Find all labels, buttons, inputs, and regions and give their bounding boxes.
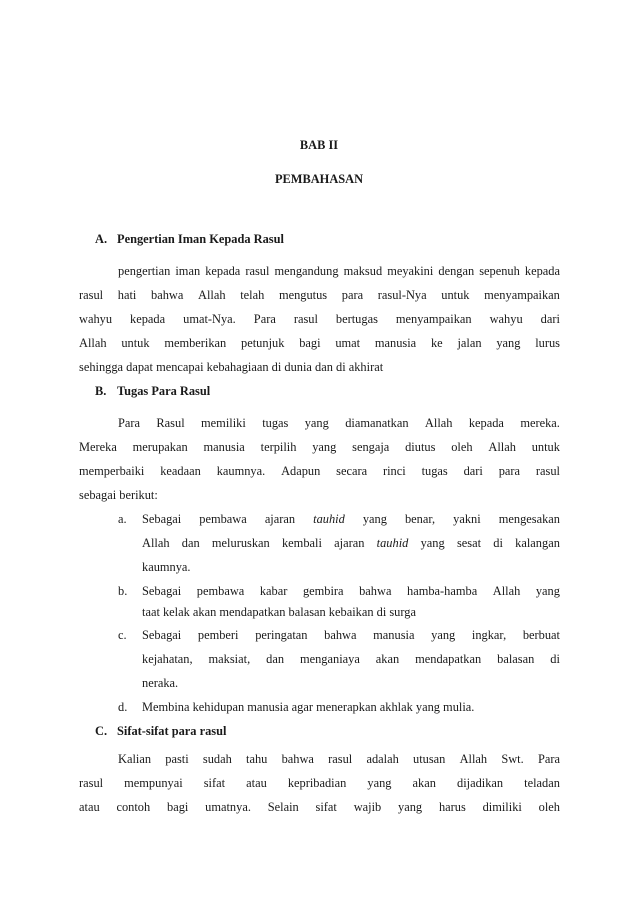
- word: wahyu: [489, 312, 523, 326]
- word: oleh: [451, 440, 473, 454]
- word: kejahatan,: [142, 652, 193, 666]
- word: yang: [398, 800, 423, 814]
- word: umatnya.: [205, 800, 251, 814]
- word: rinci: [382, 464, 406, 478]
- word: rasul: [79, 776, 104, 790]
- word: akan: [375, 652, 400, 666]
- word: Rasul: [156, 416, 185, 430]
- word: utusan: [413, 752, 446, 766]
- word: mempunyai: [124, 776, 183, 790]
- word: sesat: [456, 536, 482, 550]
- word: terpilih: [260, 440, 297, 454]
- word: menganiaya: [299, 652, 360, 666]
- word: sepenuh: [479, 264, 520, 278]
- word: yang: [312, 440, 337, 454]
- word: bahwa: [151, 288, 184, 302]
- word: memiliki: [201, 416, 246, 430]
- word: di: [493, 536, 503, 550]
- section-c-heading: [95, 724, 227, 739]
- word: manusia: [373, 628, 415, 642]
- word: yang: [535, 584, 560, 598]
- section-c-line-1: [118, 752, 560, 767]
- word: diamanatkan: [345, 416, 409, 430]
- word: umat-Nya.: [183, 312, 236, 326]
- word: menyampaikan: [395, 312, 472, 326]
- word: pengertian: [118, 264, 171, 278]
- word: contoh: [116, 800, 151, 814]
- word: Allah: [492, 584, 521, 598]
- word: tauhid: [313, 512, 345, 526]
- word: sudah: [202, 752, 232, 766]
- word: untuk: [121, 336, 150, 350]
- word: untuk: [441, 288, 470, 302]
- word: pembawa: [199, 512, 247, 526]
- word: Para: [537, 752, 560, 766]
- word: atau: [79, 800, 100, 814]
- word: Para: [118, 416, 141, 430]
- word: atau: [246, 776, 267, 790]
- word: memberikan: [164, 336, 227, 350]
- word: sengaja: [352, 440, 390, 454]
- word: untuk: [531, 440, 560, 454]
- word: Sebagai: [142, 628, 182, 642]
- word: kalangan: [515, 536, 560, 550]
- word: wahyu: [79, 312, 113, 326]
- list-item-c-line-2: [142, 652, 560, 667]
- word: bahwa: [324, 628, 357, 642]
- word: kepada: [205, 264, 241, 278]
- word: Swt.: [501, 752, 524, 766]
- word: Para: [253, 312, 276, 326]
- section-a-line-2: [79, 288, 560, 303]
- word: mendapatkan: [415, 652, 482, 666]
- word: maksiat,: [208, 652, 251, 666]
- word: petunjuk: [241, 336, 285, 350]
- word: keadaan: [160, 464, 201, 478]
- list-item-a-line-1: [142, 512, 560, 527]
- section-a-line-4: [79, 336, 560, 351]
- section-a-title: Pengertian Iman Kepada Rasul: [117, 232, 284, 246]
- word: oleh: [538, 800, 560, 814]
- word: Mereka: [79, 440, 117, 454]
- word: ingkar,: [471, 628, 507, 642]
- word: ajaran: [334, 536, 365, 550]
- word: dari: [463, 464, 483, 478]
- section-c-label: C.: [95, 724, 108, 738]
- word: manusia: [374, 336, 417, 350]
- word: teladan: [524, 776, 560, 790]
- word: Allah: [198, 288, 226, 302]
- section-c-title: Sifat-sifat para rasul: [117, 724, 227, 738]
- word: rasul: [535, 464, 560, 478]
- word: umat: [335, 336, 361, 350]
- word: yakni: [453, 512, 481, 526]
- word: maksud: [343, 264, 383, 278]
- word: sifat: [315, 800, 337, 814]
- word: para: [341, 288, 364, 302]
- word: kepribadian: [287, 776, 347, 790]
- list-item-b-line-1: [142, 584, 560, 599]
- list-marker-c: c.: [118, 628, 127, 642]
- word: tugas: [262, 416, 289, 430]
- word: telah: [240, 288, 265, 302]
- word: di: [550, 652, 560, 666]
- word: bertugas: [335, 312, 378, 326]
- word: bagi: [299, 336, 321, 350]
- word: kaumnya.: [216, 464, 266, 478]
- word: Sebagai: [142, 584, 182, 598]
- word: hamba-hamba: [407, 584, 478, 598]
- word: yang: [362, 512, 387, 526]
- word: diutus: [405, 440, 436, 454]
- word: meyakini: [387, 264, 434, 278]
- word: kepada: [524, 264, 560, 278]
- word: ke: [430, 336, 443, 350]
- section-a-line-5: sehingga dapat mencapai kebahagiaan di dunia dan di akhirat: [79, 360, 384, 374]
- word: rasul-Nya: [377, 288, 427, 302]
- word: rasul: [79, 288, 104, 302]
- word: bahwa: [281, 752, 314, 766]
- word: mengesakan: [498, 512, 560, 526]
- word: yang: [496, 336, 521, 350]
- word: rasul: [328, 752, 353, 766]
- word: mengutus: [278, 288, 328, 302]
- section-a-line-1: [118, 264, 560, 279]
- word: peringatan: [255, 628, 308, 642]
- word: dimiliki: [482, 800, 522, 814]
- word: yang: [431, 628, 456, 642]
- section-c-line-3: [79, 800, 560, 815]
- word: yang: [367, 776, 392, 790]
- word: secara: [336, 464, 368, 478]
- word: manusia: [203, 440, 245, 454]
- section-a-line-3: [79, 312, 560, 327]
- word: Allah: [459, 752, 488, 766]
- word: kembali: [281, 536, 322, 550]
- section-c-line-2: [79, 776, 560, 791]
- word: Adapun: [281, 464, 321, 478]
- word: kabar: [259, 584, 288, 598]
- word: memperbaiki: [79, 464, 145, 478]
- word: kepada: [468, 416, 504, 430]
- word: rasul: [245, 264, 270, 278]
- word: bahwa: [359, 584, 392, 598]
- chapter-title: PEMBAHASAN: [274, 172, 364, 186]
- section-b-title: Tugas Para Rasul: [117, 384, 211, 398]
- list-item-c-line-1: [142, 628, 560, 643]
- word: rasul: [293, 312, 318, 326]
- word: akan: [412, 776, 436, 790]
- word: tugas: [421, 464, 448, 478]
- chapter-number: BAB II: [299, 138, 339, 152]
- word: ajaran: [264, 512, 296, 526]
- list-item-d-line-1: Membina kehidupan manusia agar menerapkan akhlak yang mulia.: [142, 700, 475, 714]
- word: pasti: [165, 752, 189, 766]
- section-a-heading: [95, 232, 284, 247]
- list-item-c-line-3: neraka.: [142, 676, 179, 690]
- list-marker-b: b.: [118, 584, 128, 598]
- word: meluruskan: [211, 536, 270, 550]
- word: adalah: [366, 752, 399, 766]
- list-marker-a: a.: [118, 512, 127, 526]
- section-b-heading: [95, 384, 211, 399]
- word: bagi: [167, 800, 189, 814]
- word: dan: [266, 652, 285, 666]
- word: Allah: [142, 536, 170, 550]
- word: benar,: [404, 512, 436, 526]
- list-marker-d: d.: [118, 700, 128, 714]
- section-b-line-3: [79, 464, 560, 479]
- word: harus: [438, 800, 466, 814]
- word: jalan: [457, 336, 482, 350]
- word: wajib: [353, 800, 382, 814]
- word: Allah: [488, 440, 516, 454]
- list-item-a-line-2: [142, 536, 560, 551]
- word: gembira: [302, 584, 344, 598]
- section-a-label: A.: [95, 232, 108, 246]
- word: mereka.: [520, 416, 560, 430]
- word: Allah: [424, 416, 453, 430]
- word: Sebagai: [142, 512, 182, 526]
- section-b-line-4: sebagai berikut:: [79, 488, 158, 502]
- word: tauhid: [376, 536, 409, 550]
- word: berbuat: [522, 628, 560, 642]
- word: yang: [304, 416, 329, 430]
- word: dengan: [438, 264, 475, 278]
- section-b-label: B.: [95, 384, 107, 398]
- word: dari: [540, 312, 560, 326]
- word: Kalian: [118, 752, 152, 766]
- word: pemberi: [197, 628, 239, 642]
- word: merupakan: [132, 440, 188, 454]
- word: menyampaikan: [484, 288, 560, 302]
- word: dan: [181, 536, 200, 550]
- list-item-b-line-2: taat kelak akan mendapatkan balasan kebaikan di surga: [142, 605, 416, 619]
- word: Selain: [267, 800, 299, 814]
- word: pembawa: [196, 584, 245, 598]
- section-b-line-1: [118, 416, 560, 431]
- list-item-a-line-3: kaumnya.: [142, 560, 191, 574]
- word: lurus: [535, 336, 560, 350]
- word: iman: [175, 264, 201, 278]
- section-b-line-2: [79, 440, 560, 455]
- word: hati: [117, 288, 137, 302]
- word: para: [498, 464, 521, 478]
- word: balasan: [497, 652, 535, 666]
- word: mengandung: [274, 264, 339, 278]
- word: kepada: [130, 312, 166, 326]
- word: sifat: [203, 776, 226, 790]
- word: Allah: [79, 336, 107, 350]
- word: yang: [420, 536, 445, 550]
- word: tahu: [246, 752, 268, 766]
- word: dijadikan: [457, 776, 504, 790]
